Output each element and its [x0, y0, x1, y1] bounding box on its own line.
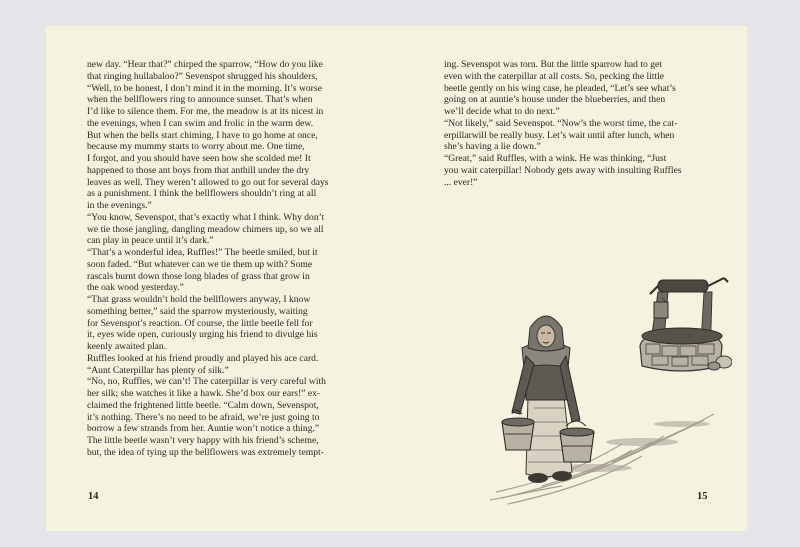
woman-carrying-buckets-from-well-illustration: [442, 236, 732, 514]
paragraph: “No, no, Ruffles, we can’t! The caterpillar is very careful with her silk; she watches it like a hawk. She’d box our ears!” ex- claimed the frightened little beetle. “Calm down, Sevenspot, it’s nothing. There’s no need to be afraid, we’re just going to borrow a few strands from her. Auntie won’t notice a thing.”: [87, 376, 326, 435]
woman-figure: [502, 316, 594, 483]
paragraph: “That’s a wonderful idea, Ruffles!” The beetle smiled, but it soon faded. “But whatever can we tie them up with? Some rascals burnt down those long blades of grass that grow in the oak wood yesterday.”: [87, 247, 318, 294]
paragraph: new day. “Hear that?” chirped the sparrow, “How do you like that ringing hullabaloo?” Sevenspot shrugged his shoulders, “Well, to be honest, I don’t mind it in the morning. It’s worse when the bellflowers ring to announce sunset. That’s when I’d like to silence them. For me, the meadow is at its nicest in the evenings, when I can swim and frolic in the warm dew. But when the bells start chiming, I have to go home at once, because my mummy starts to worry about me. One time, I forgot, and you should have seen how she scolded me! It happened to those ant boys from that anthill under the dry leaves as well. They weren’t allowed to go out for several days as a punishment. I think the bellflowers shouldn’t ring at all in the evenings.”: [87, 59, 329, 211]
paragraph: “You know, Sevenspot, that’s exactly what I think. Why don’t we tie those jangling, dangling meadow chimers up, so we all can play in peace until it’s dark.”: [87, 211, 325, 247]
book-spread: [46, 26, 747, 531]
paragraph: The little beetle wasn’t very happy with his friend’s scheme, but, the idea of tying up the bellflowers was extremely tempt-: [87, 435, 324, 458]
paragraph: ing. Sevenspot was torn. But the little sparrow had to get even with the caterpillar at all costs. So, pecking the little beetle gently on his wing case, he pleaded, “Let’s see what’s going on at auntie’s house under the blueberries, and then we’ll decide what to do next.”: [444, 59, 676, 117]
paragraph: “Great,” said Ruffles, with a wink. He was thinking, “Just you wait caterpillar! Nobody gets away with insulting Ruffles ... ever!”: [444, 153, 682, 188]
left-page-text: [87, 59, 407, 459]
right-page-text: [444, 59, 710, 188]
page-number-right: 15: [697, 491, 708, 502]
paragraph: “That grass wouldn’t hold the bellflowers anyway, I know something better,” said the sparrow mysteriously, waiting for Sevenspot’s reaction. Of course, the little beetle fell for it, eyes wide open, curiously urging his friend to divulge his keenly awaited plan.: [87, 294, 318, 352]
page-number-left: 14: [88, 491, 99, 502]
paragraph: Ruffles looked at his friend proudly and played his ace card. “Aunt Caterpillar has plenty of silk.”: [87, 352, 319, 376]
well: [640, 278, 732, 371]
paragraph: “Not likely,” said Sevenspot. “Now’s the worst time, the cat- erpillarwill be really busy. Let’s wait until after lunch, when she’s having a lie down.”: [444, 117, 678, 153]
